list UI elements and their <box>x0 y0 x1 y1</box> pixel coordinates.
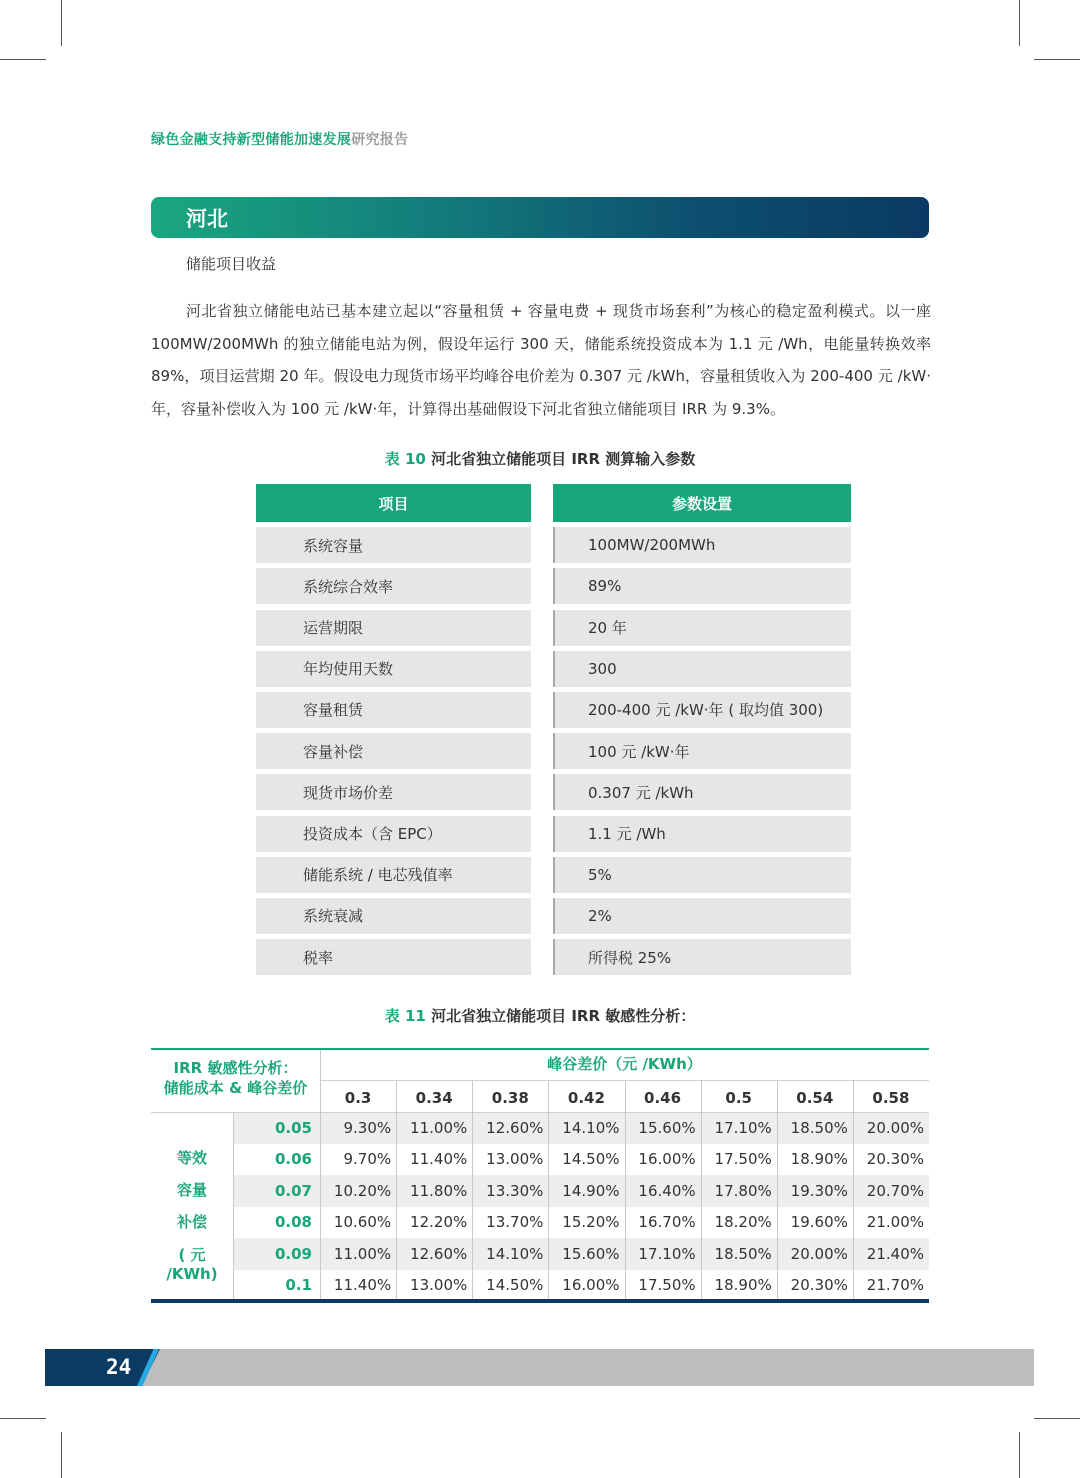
table11-cell: 16.00% <box>562 1276 620 1295</box>
crop-mark <box>1019 0 1020 46</box>
table10-value-cell: 0.307 元 /kWh <box>553 774 851 810</box>
page-number: 24 <box>106 1355 132 1379</box>
table11-column-header: 0.3 <box>344 1089 372 1107</box>
table11-cell: 16.00% <box>638 1150 696 1169</box>
table11-column-header: 0.58 <box>872 1089 910 1107</box>
table10-value-cell: 200-400 元 /kW·年 ( 取均值 300) <box>553 692 851 728</box>
crop-mark <box>61 1432 62 1478</box>
table11-cell: 21.00% <box>866 1213 924 1232</box>
table10-item-column <box>256 484 531 975</box>
table11-corner-label <box>151 1058 320 1098</box>
crop-mark <box>1019 1432 1020 1478</box>
table11-cell: 17.10% <box>714 1118 772 1137</box>
table11-row-label: 0.08 <box>274 1213 312 1232</box>
table11-side-label: ( 元 /KWh) <box>166 1246 218 1283</box>
table11-cell: 9.30% <box>343 1118 392 1137</box>
table11-column-header: 0.34 <box>415 1089 453 1107</box>
table11-sensitivity <box>151 1048 929 1303</box>
table11-cell: 11.40% <box>333 1276 392 1295</box>
table11-cell: 13.30% <box>486 1181 544 1200</box>
table11-cell: 17.10% <box>638 1244 696 1263</box>
table11-cell: 11.40% <box>410 1150 468 1169</box>
table11-row-label: 0.06 <box>274 1150 312 1169</box>
table11-caption <box>0 1005 1080 1026</box>
table11-cell: 18.90% <box>790 1150 848 1169</box>
table11-cell: 15.60% <box>562 1244 620 1263</box>
table11-cell: 13.70% <box>486 1213 544 1232</box>
table11-cell: 14.50% <box>486 1276 544 1295</box>
table11-corner-line2: 储能成本 & 峰谷差价 <box>163 1079 308 1097</box>
table11-cell: 14.50% <box>562 1150 620 1169</box>
table11-cell: 17.50% <box>714 1150 772 1169</box>
table11-cell: 20.70% <box>866 1181 924 1200</box>
body-paragraph: 河北省独立储能电站已基本建立起以“容量租赁 + 容量电费 + 现货市场套利”为核心的稳定盈利模式。以一座 100MW/200MWh 的独立储能电站为例，假设年运行 300 天，储能系统投资成本为 1.1 元 /Wh，电能量转换效率 89%，项目运营期 20 年。假设电力现货市场平均峰谷电价差为 0.307 元 /kWh，容量租赁收入为 200-400 元 /kW·年，容量补偿收入为 100 元 /kW·年，计算得出基础假设下河北省独立储能项目 IRR 为 9.3%。 <box>151 302 931 418</box>
table10-item-cell: 系统衰减 <box>256 898 531 934</box>
report-title-highlight: 绿色金融支持新型储能加速发展 <box>151 132 352 148</box>
table11-cell: 15.60% <box>638 1118 696 1137</box>
table11-cell: 10.20% <box>333 1181 392 1200</box>
table10-item-cell: 容量租赁 <box>256 692 531 728</box>
table10-header-item: 项目 <box>256 484 531 522</box>
table10-value-cell: 100 元 /kW·年 <box>553 733 851 769</box>
table11-side-label: 等效 <box>176 1149 207 1167</box>
table10-caption-text: 河北省独立储能项目 IRR 测算输入参数 <box>425 450 696 468</box>
table11-cell: 13.00% <box>486 1150 544 1169</box>
table10-value-cell: 300 <box>553 651 851 687</box>
table10-item-cell: 系统综合效率 <box>256 568 531 604</box>
table11-column-header: 0.38 <box>491 1089 529 1107</box>
table10-value-cell: 100MW/200MWh <box>553 527 851 563</box>
table10-item-cell: 年均使用天数 <box>256 651 531 687</box>
table11-cell: 14.90% <box>562 1181 620 1200</box>
table11-cell: 9.70% <box>343 1150 392 1169</box>
table11-cell: 18.90% <box>714 1276 772 1295</box>
table10-value-cell: 1.1 元 /Wh <box>553 816 851 852</box>
table11-column-header: 0.54 <box>796 1089 834 1107</box>
table11-caption-number: 表 11 <box>384 1007 426 1025</box>
table11-cell: 11.00% <box>410 1118 468 1137</box>
table11-column-group: 峰谷差价（元 /KWh） <box>547 1055 702 1073</box>
crop-mark <box>0 1418 46 1419</box>
report-title-rest: 研究报告 <box>351 132 409 148</box>
table10-value-cell: 20 年 <box>553 610 851 646</box>
table11-column-header: 0.46 <box>644 1089 682 1107</box>
table11-cell: 21.40% <box>866 1244 924 1263</box>
table11-cell: 15.20% <box>562 1213 620 1232</box>
table11-cell: 12.60% <box>486 1118 544 1137</box>
table11-side-label: 容量 <box>176 1181 207 1199</box>
table11-cell: 18.50% <box>790 1118 848 1137</box>
table10-header-param: 参数设置 <box>553 484 851 522</box>
table11-cell: 16.70% <box>638 1213 696 1232</box>
table11-row-label: 0.09 <box>274 1244 312 1263</box>
table11-cell: 11.80% <box>410 1181 468 1200</box>
section-banner <box>151 197 929 238</box>
subheading: 储能项目收益 <box>186 255 277 273</box>
table10-value-cell: 5% <box>553 857 851 893</box>
table11-cell: 10.60% <box>333 1213 392 1232</box>
table11-cell: 18.50% <box>714 1244 772 1263</box>
table11-row-label: 0.05 <box>274 1118 312 1137</box>
table10-item-cell: 投资成本（含 EPC） <box>256 816 531 852</box>
table11-cell: 11.00% <box>333 1244 392 1263</box>
section-title: 河北 <box>186 207 228 231</box>
table11-column-header: 0.5 <box>725 1089 752 1107</box>
table11-top-rule <box>151 1048 929 1050</box>
table11-cell: 16.40% <box>638 1181 696 1200</box>
table10-value-cell: 2% <box>553 898 851 934</box>
table11-row-label: 0.07 <box>274 1181 312 1200</box>
crop-mark <box>1034 1418 1080 1419</box>
table11-cell: 13.00% <box>410 1276 468 1295</box>
table10-item-cell: 系统容量 <box>256 527 531 563</box>
table11-cell: 19.60% <box>790 1213 848 1232</box>
table11-cell: 14.10% <box>562 1118 620 1137</box>
table10-param-column <box>553 484 851 975</box>
table11-cell: 12.60% <box>410 1244 468 1263</box>
table11-caption-text: 河北省独立储能项目 IRR 敏感性分析： <box>425 1007 696 1025</box>
table11-cell: 20.30% <box>866 1150 924 1169</box>
table10-item-cell: 容量补偿 <box>256 733 531 769</box>
table11-cell: 20.00% <box>790 1244 848 1263</box>
crop-mark <box>1034 59 1080 60</box>
table10-item-cell: 税率 <box>256 939 531 975</box>
crop-mark <box>0 59 46 60</box>
table11-cell: 18.20% <box>714 1213 772 1232</box>
table10-value-cell: 所得税 25% <box>553 939 851 975</box>
table10-item-cell: 储能系统 / 电芯残值率 <box>256 857 531 893</box>
table11-cell: 17.80% <box>714 1181 772 1200</box>
crop-mark <box>61 0 62 46</box>
table11-cell: 19.30% <box>790 1181 848 1200</box>
table10-item-cell: 运营期限 <box>256 610 531 646</box>
table11-cell: 12.20% <box>410 1213 468 1232</box>
table11-side-label: 补偿 <box>176 1213 207 1231</box>
table11-cell: 21.70% <box>866 1276 924 1295</box>
table10-caption-number: 表 10 <box>384 450 426 468</box>
report-title <box>151 129 408 149</box>
table10-value-cell: 89% <box>553 568 851 604</box>
table11-row-label: 0.1 <box>285 1276 312 1295</box>
table11-column-header: 0.42 <box>567 1089 605 1107</box>
table10-item-cell: 现货市场价差 <box>256 774 531 810</box>
table11-cell: 20.30% <box>790 1276 848 1295</box>
table11-corner-line1: IRR 敏感性分析： <box>173 1059 298 1077</box>
table11-cell: 17.50% <box>638 1276 696 1295</box>
table11-cell: 14.10% <box>486 1244 544 1263</box>
footer-bar <box>143 1349 1034 1386</box>
table10-caption <box>0 448 1080 469</box>
table11-cell: 20.00% <box>866 1118 924 1137</box>
